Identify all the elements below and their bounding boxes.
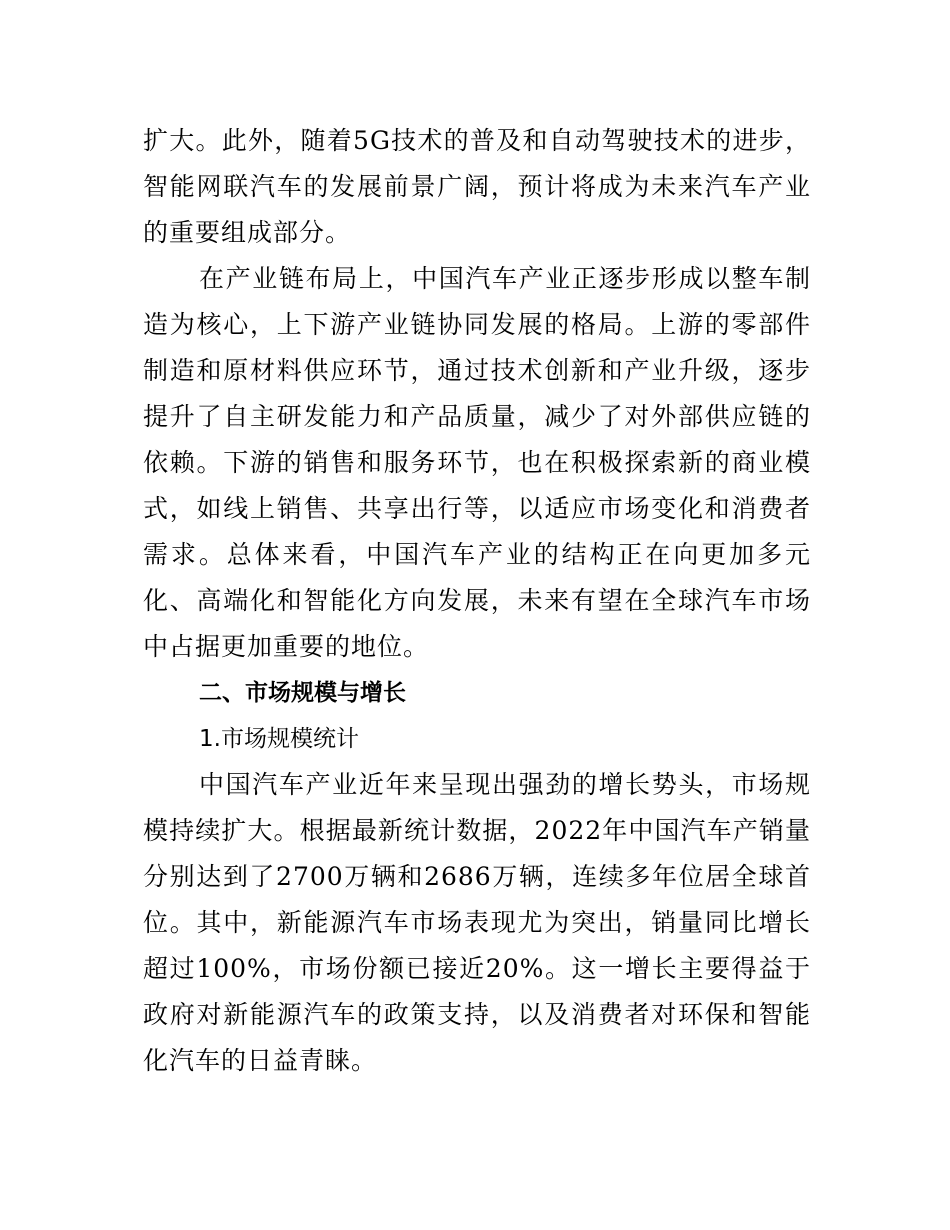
paragraph-market-scale: 中国汽车产业近年来呈现出强劲的增长势头，市场规模持续扩大。根据最新统计数据，2022年中国汽车产销量分别达到了2700万辆和2686万辆，连续多年位居全球首位。其中，新能源汽车市场表现尤为突出，销量同比增长超过100%，市场份额已接近20%。这一增长主要得益于政府对新能源汽车的政策支持，以及消费者对环保和智能化汽车的日益青睐。 bbox=[143, 770, 811, 1075]
document-body bbox=[143, 118, 811, 1084]
subsection-heading: 1.市场规模统计 bbox=[199, 726, 359, 752]
paragraph-industry-chain: 在产业链布局上，中国汽车产业正逐步形成以整车制造为核心，上下游产业链协同发展的格局。上游的零部件制造和原材料供应环节，通过技术创新和产业升级，逐步提升了自主研发能力和产品质量，减少了对外部供应链的依赖。下游的销售和服务环节，也在积极探索新的商业模式，如线上销售、共享出行等，以适应市场变化和消费者需求。总体来看，中国汽车产业的结构正在向更加多元化、高端化和智能化方向发展，未来有望在全球汽车市场中占据更加重要的地位。 bbox=[143, 264, 811, 661]
section-heading: 二、市场规模与增长 bbox=[199, 680, 406, 706]
paragraph-continuation: 扩大。此外，随着5G技术的普及和自动驾驶技术的进步，智能网联汽车的发展前景广阔，预计将成为未来汽车产业的重要组成部分。 bbox=[143, 126, 811, 247]
